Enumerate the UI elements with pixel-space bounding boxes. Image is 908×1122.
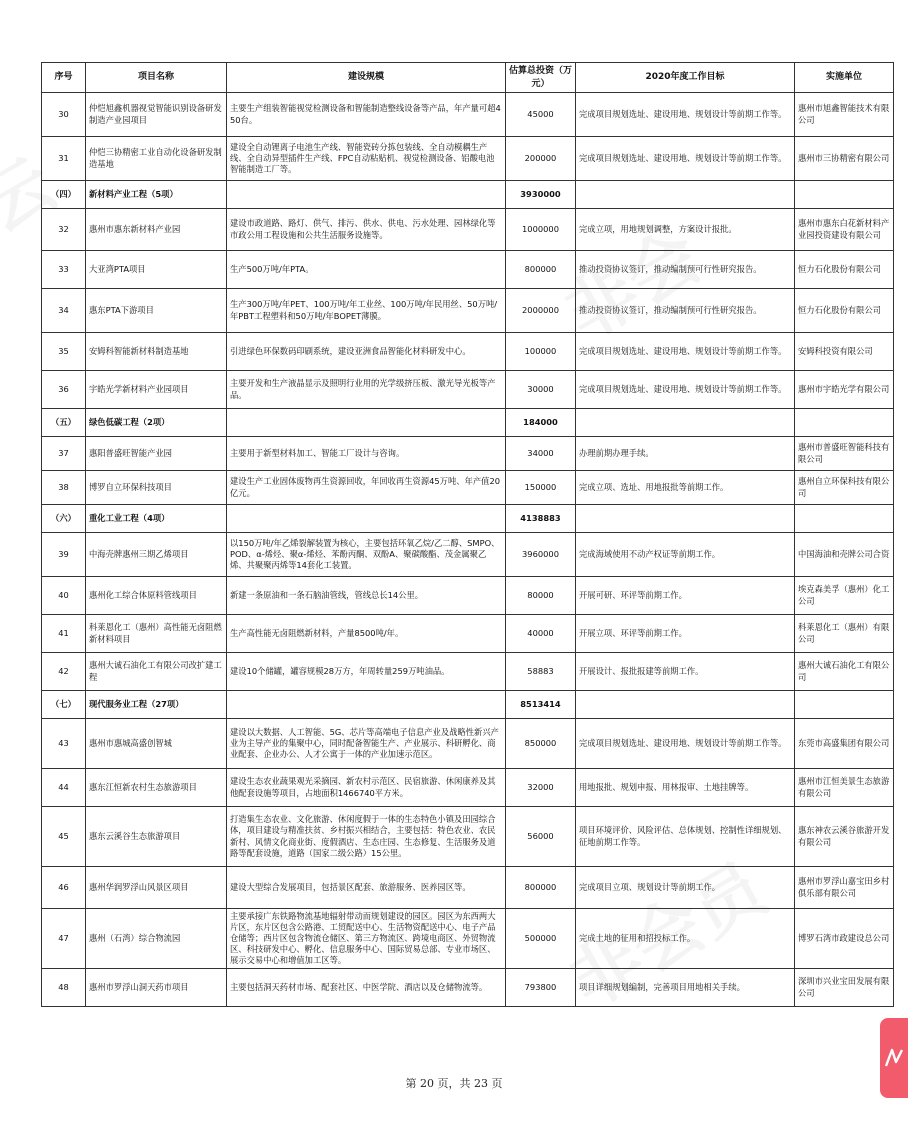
cell-no: （五） bbox=[42, 409, 86, 437]
cell-investment: 40000 bbox=[506, 615, 576, 653]
cell-name: 宇皓光学新材料产业园项目 bbox=[86, 371, 227, 409]
cell-scale: 建设全自动锂离子电池生产线、智能瓷砖分拣包装线、全自动模耦生产线、全自动异型插件生产线、FPC自动粘贴机、视觉检测设备、铝酸电池智能制造工厂等。 bbox=[227, 137, 506, 181]
table-row bbox=[42, 471, 894, 505]
cell-investment: 58883 bbox=[506, 653, 576, 691]
cell-investment: 500000 bbox=[506, 909, 576, 969]
table-row bbox=[42, 615, 894, 653]
table-row bbox=[42, 719, 894, 769]
cell-scale bbox=[227, 691, 506, 719]
cell-no: 36 bbox=[42, 371, 86, 409]
cell-investment: 800000 bbox=[506, 251, 576, 289]
cell-scale: 新建一条原油和一条石脑油管线，管线总长14公里。 bbox=[227, 577, 506, 615]
cell-name: 仲恺三协精密工业自动化设备研发制造基地 bbox=[86, 137, 227, 181]
cell-no: 43 bbox=[42, 719, 86, 769]
header-investment: 估算总投资（万元） bbox=[506, 63, 576, 93]
table-row bbox=[42, 93, 894, 137]
cell-no: 39 bbox=[42, 533, 86, 577]
cell-scale: 打造集生态农业、文化旅游、休闲度假于一体的生态特色小镇及田园综合体，项目建设与精准扶贫、乡村振兴相结合，主要包括：特色农业、农民新村、风情文化商业街、度假酒店、生态庄园、生态修复、生活服务及道路等配套设施，道路（国家二级公路）15公里。 bbox=[227, 807, 506, 867]
cell-no: 41 bbox=[42, 615, 86, 653]
cell-investment: 3960000 bbox=[506, 533, 576, 577]
cell-name: 重化工业工程（4项） bbox=[86, 505, 227, 533]
cell-target: 推动投资协议签订，推动编制预可行性研究报告。 bbox=[576, 289, 795, 333]
cell-unit: 博罗石湾市政建设总公司 bbox=[795, 909, 894, 969]
cell-investment: 1000000 bbox=[506, 209, 576, 251]
cell-name: 惠东PTA下游项目 bbox=[86, 289, 227, 333]
cell-name: 惠阳普盛旺智能产业园 bbox=[86, 437, 227, 471]
cell-unit: 惠州市惠东白花新材料产业园投资建设有限公司 bbox=[795, 209, 894, 251]
cell-name: 现代服务业工程（27项） bbox=[86, 691, 227, 719]
cell-target bbox=[576, 409, 795, 437]
cell-scale: 生产500万吨/年PTA。 bbox=[227, 251, 506, 289]
cell-investment: 2000000 bbox=[506, 289, 576, 333]
cell-investment: 793800 bbox=[506, 969, 576, 1007]
cell-no: 31 bbox=[42, 137, 86, 181]
cell-scale: 主要生产组装智能视觉检测设备和智能制造整线设备等产品，年产量可超450台。 bbox=[227, 93, 506, 137]
cell-no: 35 bbox=[42, 333, 86, 371]
cell-target: 完成立项，用地规划调整，方案设计报批。 bbox=[576, 209, 795, 251]
cell-target: 完成项目规划选址、建设用地、规划设计等前期工作等。 bbox=[576, 333, 795, 371]
cell-scale: 引进绿色环保数码印刷系统，建设亚洲食品智能化材料研发中心。 bbox=[227, 333, 506, 371]
cell-name: 惠州大诚石油化工有限公司改扩建工程 bbox=[86, 653, 227, 691]
table-row bbox=[42, 209, 894, 251]
cell-no: 30 bbox=[42, 93, 86, 137]
cell-investment: 800000 bbox=[506, 867, 576, 909]
app-logo-icon bbox=[884, 1046, 904, 1070]
cell-investment: 56000 bbox=[506, 807, 576, 867]
cell-unit: 科莱恩化工（惠州）有限公司 bbox=[795, 615, 894, 653]
cell-target: 办理前期办理手续。 bbox=[576, 437, 795, 471]
cell-scale: 建设以大数据、人工智能、5G、芯片等高端电子信息产业及战略性新兴产业为主导产业的集聚中心，同时配备智能生产、产业展示、科研孵化、商业配套、企业办公、人才公寓于一体的产业加速示范区。 bbox=[227, 719, 506, 769]
cell-target: 完成项目规划选址、建设用地、规划设计等前期工作等。 bbox=[576, 719, 795, 769]
cell-scale: 生产高性能无卤阻燃新材料，产量8500吨/年。 bbox=[227, 615, 506, 653]
cell-no: 44 bbox=[42, 769, 86, 807]
cell-unit: 恒力石化股份有限公司 bbox=[795, 251, 894, 289]
cell-unit bbox=[795, 505, 894, 533]
cell-target: 项目环境评价、风险评估、总体规划、控制性详细规划、征地前期工作等。 bbox=[576, 807, 795, 867]
cell-investment: 45000 bbox=[506, 93, 576, 137]
header-target: 2020年度工作目标 bbox=[576, 63, 795, 93]
cell-name: 惠州（石湾）综合物流园 bbox=[86, 909, 227, 969]
cell-unit: 恒力石化股份有限公司 bbox=[795, 289, 894, 333]
cell-name: 惠州市惠东新材料产业园 bbox=[86, 209, 227, 251]
cell-target: 用地报批、规划申报、用林报审、土地挂牌等。 bbox=[576, 769, 795, 807]
cell-target: 开展立项、环评等前期工作。 bbox=[576, 615, 795, 653]
cell-investment: 850000 bbox=[506, 719, 576, 769]
cell-no: 37 bbox=[42, 437, 86, 471]
cell-unit: 惠州市罗浮山嘉宝田乡村俱乐部有限公司 bbox=[795, 867, 894, 909]
project-table bbox=[41, 62, 894, 1007]
cell-investment: 30000 bbox=[506, 371, 576, 409]
table-row bbox=[42, 137, 894, 181]
cell-unit: 惠州大诚石油化工有限公司 bbox=[795, 653, 894, 691]
cell-investment: 34000 bbox=[506, 437, 576, 471]
table-row bbox=[42, 769, 894, 807]
cell-target bbox=[576, 505, 795, 533]
cell-investment: 3930000 bbox=[506, 181, 576, 209]
cell-investment: 150000 bbox=[506, 471, 576, 505]
header-unit: 实施单位 bbox=[795, 63, 894, 93]
cell-target: 完成海域使用不动产权证等前期工作。 bbox=[576, 533, 795, 577]
cell-unit: 埃克森美孚（惠州）化工公司 bbox=[795, 577, 894, 615]
table-row bbox=[42, 909, 894, 969]
cell-scale: 建设10个储罐，罐容规模28万方，年周转量259万吨油品。 bbox=[227, 653, 506, 691]
cell-no: 34 bbox=[42, 289, 86, 333]
cell-target: 完成项目立项、规划设计等前期工作。 bbox=[576, 867, 795, 909]
cell-scale: 建设大型综合发展项目，包括景区配套、旅游服务、医养园区等。 bbox=[227, 867, 506, 909]
cell-scale: 以150万吨/年乙烯裂解装置为核心，主要包括环氧乙烷/乙二醇、SMPO、POD、α-烯烃、聚α-烯烃、苯酚丙酮、双酚A、聚碳酸酯、茂金属聚乙烯、共聚聚丙烯等14套化工装置。 bbox=[227, 533, 506, 577]
cell-no: 47 bbox=[42, 909, 86, 969]
table-row bbox=[42, 867, 894, 909]
app-badge[interactable] bbox=[880, 1018, 908, 1098]
cell-name: 绿色低碳工程（2项） bbox=[86, 409, 227, 437]
cell-no: 32 bbox=[42, 209, 86, 251]
cell-scale: 主要包括洞天药材市场、配套社区、中医学院、酒店以及仓储物流等。 bbox=[227, 969, 506, 1007]
cell-unit: 惠州市旭鑫智能技术有限公司 bbox=[795, 93, 894, 137]
cell-target bbox=[576, 691, 795, 719]
table-header-row bbox=[42, 63, 894, 93]
cell-no: 40 bbox=[42, 577, 86, 615]
cell-unit: 惠州自立环保科技有限公司 bbox=[795, 471, 894, 505]
cell-target bbox=[576, 181, 795, 209]
cell-no: 48 bbox=[42, 969, 86, 1007]
table-row bbox=[42, 969, 894, 1007]
cell-no: 46 bbox=[42, 867, 86, 909]
cell-scale: 主要用于新型材料加工、智能工厂设计与咨询。 bbox=[227, 437, 506, 471]
cell-name: 惠州市罗浮山洞天药市项目 bbox=[86, 969, 227, 1007]
cell-name: 惠州化工综合体原料管线项目 bbox=[86, 577, 227, 615]
cell-unit: 安姆科投资有限公司 bbox=[795, 333, 894, 371]
cell-target: 完成项目规划选址、建设用地、规划设计等前期工作等。 bbox=[576, 137, 795, 181]
cell-no: 45 bbox=[42, 807, 86, 867]
table-row bbox=[42, 653, 894, 691]
table-row bbox=[42, 807, 894, 867]
table-row bbox=[42, 371, 894, 409]
cell-unit: 惠州市三协精密有限公司 bbox=[795, 137, 894, 181]
cell-investment: 100000 bbox=[506, 333, 576, 371]
cell-scale bbox=[227, 409, 506, 437]
cell-investment: 8513414 bbox=[506, 691, 576, 719]
cell-unit: 中国海油和壳牌公司合资 bbox=[795, 533, 894, 577]
cell-target: 完成立项、选址、用地报批等前期工作。 bbox=[576, 471, 795, 505]
cell-unit: 惠东神农云溪谷旅游开发有限公司 bbox=[795, 807, 894, 867]
cell-investment: 80000 bbox=[506, 577, 576, 615]
page-footer: 第 20 页，共 23 页 bbox=[405, 1077, 503, 1090]
cell-scale: 主要开发和生产液晶显示及照明行业用的光学级挤压板、激光导光板等产品。 bbox=[227, 371, 506, 409]
cell-name: 仲恺旭鑫机器视觉智能识别设备研发制造产业园项目 bbox=[86, 93, 227, 137]
cell-name: 惠州华润罗浮山风景区项目 bbox=[86, 867, 227, 909]
table-row bbox=[42, 251, 894, 289]
cell-unit: 惠州市普盛旺智能科技有限公司 bbox=[795, 437, 894, 471]
cell-unit: 深圳市兴业宝田发展有限公司 bbox=[795, 969, 894, 1007]
table-row bbox=[42, 289, 894, 333]
cell-target: 完成项目规划选址、建设用地、规划设计等前期工作等。 bbox=[576, 371, 795, 409]
cell-scale: 主要承接广东铁路物流基地辐射带动而规划建设的园区。园区为东西两大片区，东片区包含公路港、工贸配送中心、生活物资配送中心、电子产品仓储等；西片区包含物流仓储区、第三方物流区、跨境电商区、外贸物流区、科技研发中心、孵化、信息服务中心、国际贸易总部、专业市场区、展示交易中心和增值加工区等。 bbox=[227, 909, 506, 969]
cell-investment: 200000 bbox=[506, 137, 576, 181]
cell-target: 开展可研、环评等前期工作。 bbox=[576, 577, 795, 615]
header-scale: 建设规模 bbox=[227, 63, 506, 93]
section-row bbox=[42, 691, 894, 719]
cell-name: 中海壳牌惠州三期乙烯项目 bbox=[86, 533, 227, 577]
cell-unit: 惠州市江恒美景生态旅游有限公司 bbox=[795, 769, 894, 807]
table-row bbox=[42, 577, 894, 615]
cell-scale: 建设生态农业蔬果观光采摘园、新农村示范区、民宿旅游、休闲康养及其他配套设施等项目，占地面积1466740平方米。 bbox=[227, 769, 506, 807]
cell-target: 开展设计、报批报建等前期工作。 bbox=[576, 653, 795, 691]
cell-name: 科莱恩化工（惠州）高性能无卤阻燃新材料项目 bbox=[86, 615, 227, 653]
cell-no: 33 bbox=[42, 251, 86, 289]
cell-scale: 生产300万吨/年PET、100万吨/年工业丝、100万吨/年民用丝、50万吨/年PBT工程塑料和50万吨/年BOPET薄膜。 bbox=[227, 289, 506, 333]
table-row bbox=[42, 333, 894, 371]
cell-unit bbox=[795, 181, 894, 209]
cell-target: 完成土地的征用和招投标工作。 bbox=[576, 909, 795, 969]
cell-scale bbox=[227, 181, 506, 209]
cell-name: 惠东云溪谷生态旅游项目 bbox=[86, 807, 227, 867]
cell-name: 新材料产业工程（5项） bbox=[86, 181, 227, 209]
cell-target: 推动投资协议签订，推动编制预可行性研究报告。 bbox=[576, 251, 795, 289]
cell-target: 项目详细规划编制，完善项目用地相关手续。 bbox=[576, 969, 795, 1007]
cell-name: 安姆科智能新材料制造基地 bbox=[86, 333, 227, 371]
cell-scale: 建设生产工业固体废物再生资源回收，年回收再生资源45万吨、年产值20亿元。 bbox=[227, 471, 506, 505]
cell-no: 38 bbox=[42, 471, 86, 505]
header-no: 序号 bbox=[42, 63, 86, 93]
cell-investment: 184000 bbox=[506, 409, 576, 437]
section-row bbox=[42, 505, 894, 533]
cell-no: （四） bbox=[42, 181, 86, 209]
cell-investment: 4138883 bbox=[506, 505, 576, 533]
cell-scale: 建设市政道路、路灯、供气、排污、供水、供电、污水处理、园林绿化等市政公用工程设施和公共生活服务设施等。 bbox=[227, 209, 506, 251]
cell-no: 42 bbox=[42, 653, 86, 691]
cell-no: （六） bbox=[42, 505, 86, 533]
cell-name: 惠东江恒新农村生态旅游项目 bbox=[86, 769, 227, 807]
cell-scale bbox=[227, 505, 506, 533]
cell-investment: 32000 bbox=[506, 769, 576, 807]
cell-unit: 惠州市宇皓光学有限公司 bbox=[795, 371, 894, 409]
cell-unit: 东莞市高盛集团有限公司 bbox=[795, 719, 894, 769]
table-row bbox=[42, 437, 894, 471]
section-row bbox=[42, 409, 894, 437]
cell-unit bbox=[795, 691, 894, 719]
section-row bbox=[42, 181, 894, 209]
table-row bbox=[42, 533, 894, 577]
cell-unit bbox=[795, 409, 894, 437]
cell-target: 完成项目规划选址、建设用地、规划设计等前期工作等。 bbox=[576, 93, 795, 137]
cell-name: 博罗自立环保科技项目 bbox=[86, 471, 227, 505]
cell-name: 惠州市惠城高盛创智城 bbox=[86, 719, 227, 769]
cell-no: （七） bbox=[42, 691, 86, 719]
header-name: 项目名称 bbox=[86, 63, 227, 93]
cell-name: 大亚湾PTA项目 bbox=[86, 251, 227, 289]
